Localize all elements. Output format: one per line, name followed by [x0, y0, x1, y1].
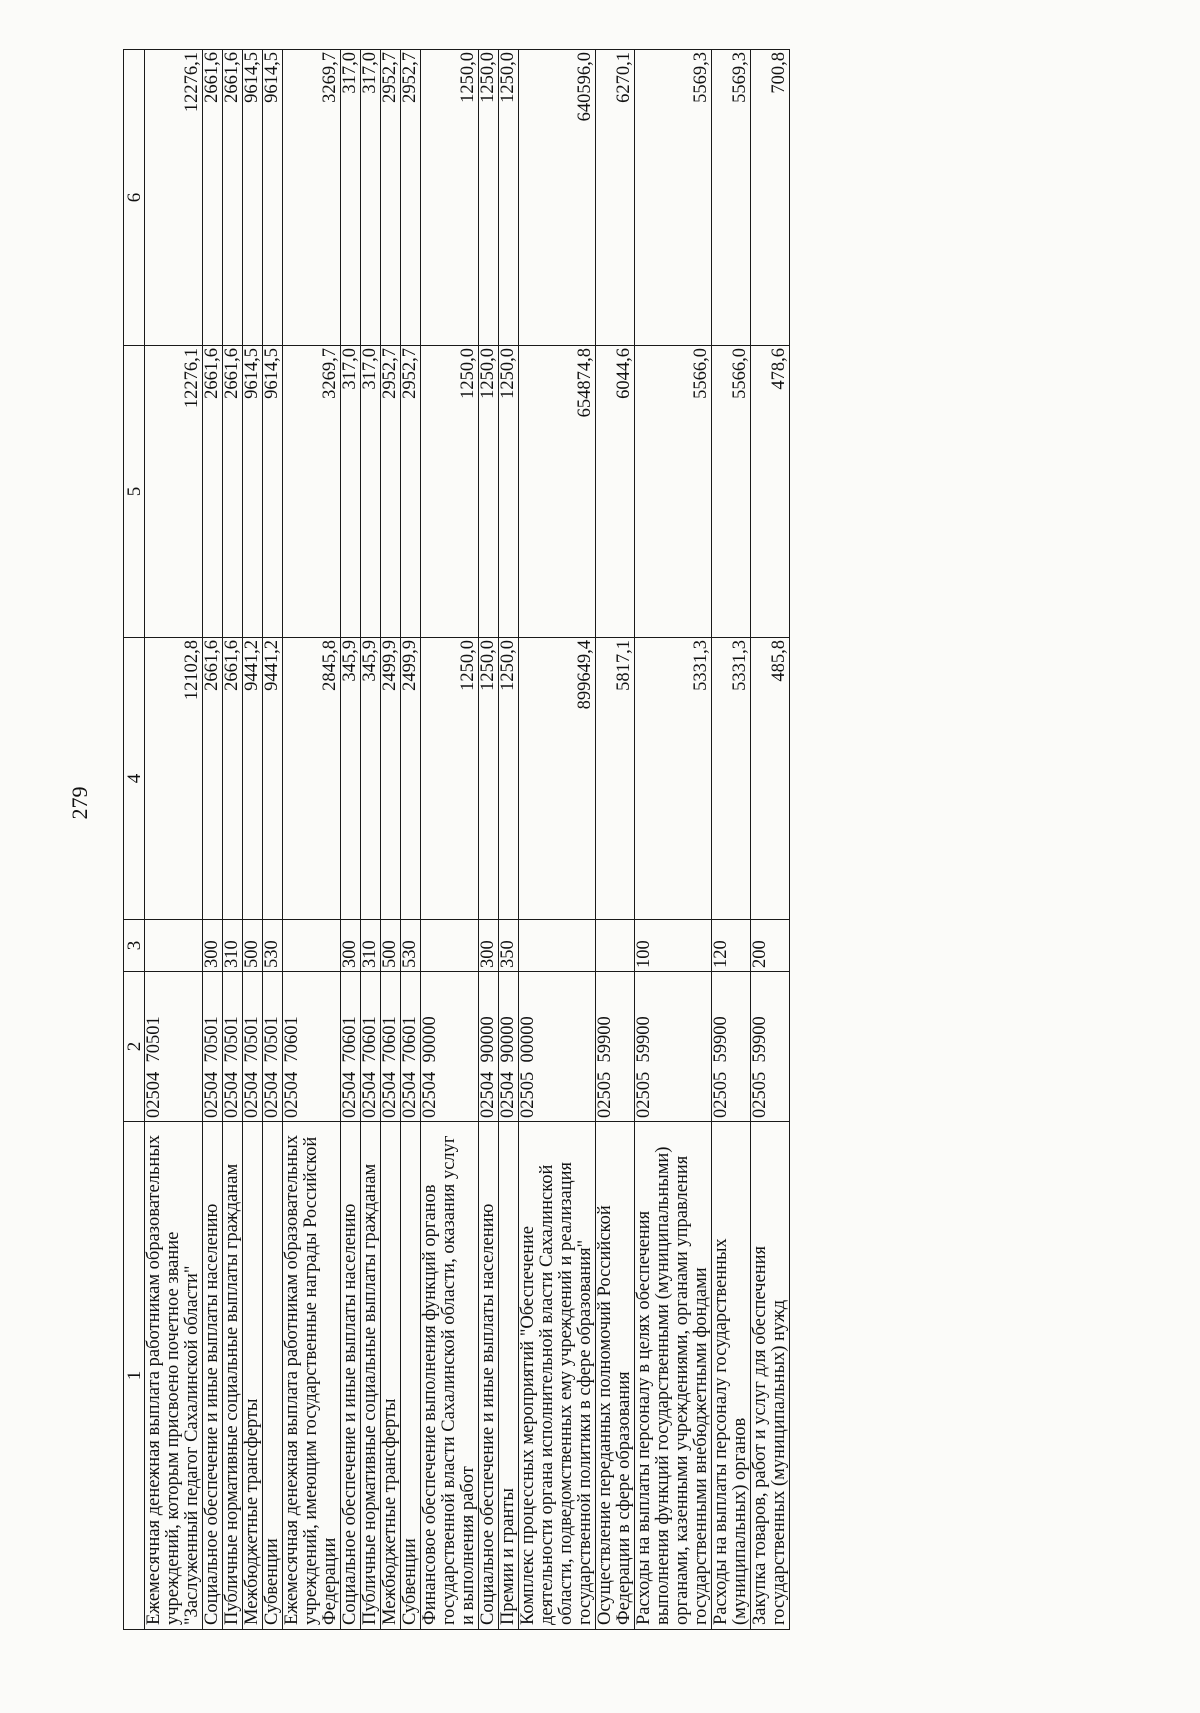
- table-row: [479, 50, 499, 1630]
- amount-col4-cell: 1250,0: [479, 638, 499, 920]
- expense-type-cell: [421, 920, 479, 972]
- table-row: [499, 50, 519, 1630]
- target-code-cell: 02504 70601: [381, 972, 401, 1122]
- target-code-cell: 02504 90000: [499, 972, 519, 1122]
- target-code-cell: 02505 59900: [712, 972, 751, 1122]
- table-row: [361, 50, 381, 1630]
- table-row: [203, 50, 223, 1630]
- table-row: [712, 50, 751, 1630]
- amount-col5-cell: 5566,0: [635, 346, 712, 638]
- item-name-cell: Финансовое обеспечение выполнения функций органов государственной власти Сахалинской области, оказания услуг и выполнения работ: [421, 1122, 479, 1630]
- target-code-cell: 02505 59900: [596, 972, 635, 1122]
- amount-col4-cell: 5331,3: [635, 638, 712, 920]
- table-row: [223, 50, 243, 1630]
- expense-type-cell: 310: [223, 920, 243, 972]
- item-name-cell: Субвенции: [401, 1122, 421, 1630]
- table-row: [243, 50, 263, 1630]
- expense-type-cell: 200: [751, 920, 790, 972]
- item-name-cell: Субвенции: [263, 1122, 283, 1630]
- amount-col4-cell: 9441,2: [263, 638, 283, 920]
- table-row: [596, 50, 635, 1630]
- table-row: [263, 50, 283, 1630]
- target-code-cell: 02504 70501: [223, 972, 243, 1122]
- item-name-cell: Ежемесячная денежная выплата работникам образовательных учреждений, которым присвоено почетное звание "Заслуженный педагог Сахалинской области": [145, 1122, 203, 1630]
- table-row: [381, 50, 401, 1630]
- amount-col4-cell: 2661,6: [203, 638, 223, 920]
- target-code-cell: 02504 70601: [283, 972, 341, 1122]
- column-header: 1: [124, 1122, 145, 1630]
- expense-type-cell: 100: [635, 920, 712, 972]
- amount-col6-cell: 5569,3: [712, 50, 751, 346]
- amount-col6-cell: 640596,0: [519, 50, 596, 346]
- amount-col5-cell: 1250,0: [499, 346, 519, 638]
- item-name-cell: Публичные нормативные социальные выплаты гражданам: [223, 1122, 243, 1630]
- target-code-cell: 02504 70601: [341, 972, 361, 1122]
- amount-col5-cell: 2661,6: [203, 346, 223, 638]
- amount-col6-cell: 317,0: [361, 50, 381, 346]
- expense-type-cell: [145, 920, 203, 972]
- item-name-cell: Межбюджетные трансферты: [381, 1122, 401, 1630]
- item-name-cell: Комплекс процессных мероприятий "Обеспечение деятельности органа исполнительной власти Сахалинской области, подведомственных ему учреждений и реализация государственной политики в сфере образования": [519, 1122, 596, 1630]
- expense-type-cell: 500: [381, 920, 401, 972]
- expense-type-cell: [596, 920, 635, 972]
- expense-type-cell: 310: [361, 920, 381, 972]
- amount-col4-cell: 12102,8: [145, 638, 203, 920]
- amount-col6-cell: 6270,1: [596, 50, 635, 346]
- item-name-cell: Социальное обеспечение и иные выплаты населению: [479, 1122, 499, 1630]
- column-header: 4: [124, 638, 145, 920]
- amount-col5-cell: 12276,1: [145, 346, 203, 638]
- amount-col5-cell: 2661,6: [223, 346, 243, 638]
- target-code-cell: 02505 59900: [751, 972, 790, 1122]
- table-row: [283, 50, 341, 1630]
- target-code-cell: 02504 70601: [401, 972, 421, 1122]
- amount-col6-cell: 2661,6: [223, 50, 243, 346]
- amount-col5-cell: 3269,7: [283, 346, 341, 638]
- amount-col5-cell: 1250,0: [479, 346, 499, 638]
- target-code-cell: 02505 00000: [519, 972, 596, 1122]
- amount-col6-cell: 1250,0: [499, 50, 519, 346]
- amount-col6-cell: 9614,5: [243, 50, 263, 346]
- amount-col4-cell: 1250,0: [421, 638, 479, 920]
- target-code-cell: 02504 70501: [243, 972, 263, 1122]
- item-name-cell: Ежемесячная денежная выплата работникам образовательных учреждений, имеющим государственные награды Российской Федерации: [283, 1122, 341, 1630]
- amount-col5-cell: 5566,0: [712, 346, 751, 638]
- amount-col5-cell: 317,0: [361, 346, 381, 638]
- expense-type-cell: 300: [341, 920, 361, 972]
- column-header: 6: [124, 50, 145, 346]
- target-code-cell: 02504 70501: [203, 972, 223, 1122]
- expense-type-cell: 300: [479, 920, 499, 972]
- amount-col4-cell: 2499,9: [401, 638, 421, 920]
- amount-col4-cell: 9441,2: [243, 638, 263, 920]
- amount-col5-cell: 478,6: [751, 346, 790, 638]
- amount-col4-cell: 2845,8: [283, 638, 341, 920]
- item-name-cell: Расходы на выплаты персоналу государственных (муниципальных) органов: [712, 1122, 751, 1630]
- page-number: 279: [67, 786, 92, 820]
- expense-type-cell: 530: [401, 920, 421, 972]
- expense-type-cell: 500: [243, 920, 263, 972]
- expense-type-cell: 120: [712, 920, 751, 972]
- target-code-cell: 02504 90000: [421, 972, 479, 1122]
- amount-col4-cell: 345,9: [341, 638, 361, 920]
- expense-type-cell: [519, 920, 596, 972]
- table-row: [751, 50, 790, 1630]
- amount-col6-cell: 3269,7: [283, 50, 341, 346]
- amount-col6-cell: 2661,6: [203, 50, 223, 346]
- target-code-cell: 02505 59900: [635, 972, 712, 1122]
- column-header: 5: [124, 346, 145, 638]
- amount-col5-cell: 9614,5: [243, 346, 263, 638]
- table-row: [519, 50, 596, 1630]
- amount-col4-cell: 485,8: [751, 638, 790, 920]
- amount-col5-cell: 2952,7: [401, 346, 421, 638]
- item-name-cell: Социальное обеспечение и иные выплаты населению: [341, 1122, 361, 1630]
- amount-col6-cell: 9614,5: [263, 50, 283, 346]
- amount-col6-cell: 5569,3: [635, 50, 712, 346]
- expense-type-cell: 300: [203, 920, 223, 972]
- expense-type-cell: [283, 920, 341, 972]
- amount-col6-cell: 1250,0: [479, 50, 499, 346]
- target-code-cell: 02504 90000: [479, 972, 499, 1122]
- item-name-cell: Расходы на выплаты персоналу в целях обеспечения выполнения функций государственными (муниципальными) органами, казенными учреждениями, органами управления государственными внебюджетными фондами: [635, 1122, 712, 1630]
- amount-col4-cell: 5817,1: [596, 638, 635, 920]
- item-name-cell: Осуществление переданных полномочий Российской Федерации в сфере образования: [596, 1122, 635, 1630]
- column-header: 3: [124, 920, 145, 972]
- table-row: [401, 50, 421, 1630]
- amount-col6-cell: 12276,1: [145, 50, 203, 346]
- budget-table: [123, 49, 790, 1630]
- amount-col5-cell: 9614,5: [263, 346, 283, 638]
- amount-col6-cell: 2952,7: [381, 50, 401, 346]
- amount-col5-cell: 6044,6: [596, 346, 635, 638]
- amount-col5-cell: 654874,8: [519, 346, 596, 638]
- table-row: [635, 50, 712, 1630]
- amount-col5-cell: 1250,0: [421, 346, 479, 638]
- amount-col4-cell: 899649,4: [519, 638, 596, 920]
- amount-col6-cell: 2952,7: [401, 50, 421, 346]
- target-code-cell: 02504 70501: [263, 972, 283, 1122]
- amount-col4-cell: 2499,9: [381, 638, 401, 920]
- amount-col5-cell: 2952,7: [381, 346, 401, 638]
- expense-type-cell: 350: [499, 920, 519, 972]
- table-row: [145, 50, 203, 1630]
- amount-col4-cell: 2661,6: [223, 638, 243, 920]
- expense-type-cell: 530: [263, 920, 283, 972]
- target-code-cell: 02504 70601: [361, 972, 381, 1122]
- amount-col4-cell: 1250,0: [499, 638, 519, 920]
- amount-col6-cell: 1250,0: [421, 50, 479, 346]
- amount-col6-cell: 700,8: [751, 50, 790, 346]
- item-name-cell: Премии и гранты: [499, 1122, 519, 1630]
- header-row: [124, 50, 145, 1630]
- amount-col6-cell: 317,0: [341, 50, 361, 346]
- amount-col5-cell: 317,0: [341, 346, 361, 638]
- amount-col4-cell: 345,9: [361, 638, 381, 920]
- column-header: 2: [124, 972, 145, 1122]
- item-name-cell: Публичные нормативные социальные выплаты гражданам: [361, 1122, 381, 1630]
- table-row: [421, 50, 479, 1630]
- item-name-cell: Закупка товаров, работ и услуг для обеспечения государственных (муниципальных) нужд: [751, 1122, 790, 1630]
- item-name-cell: Межбюджетные трансферты: [243, 1122, 263, 1630]
- rotated-page-content: [123, 50, 1145, 1630]
- amount-col4-cell: 5331,3: [712, 638, 751, 920]
- table-row: [341, 50, 361, 1630]
- item-name-cell: Социальное обеспечение и иные выплаты населению: [203, 1122, 223, 1630]
- target-code-cell: 02504 70501: [145, 972, 203, 1122]
